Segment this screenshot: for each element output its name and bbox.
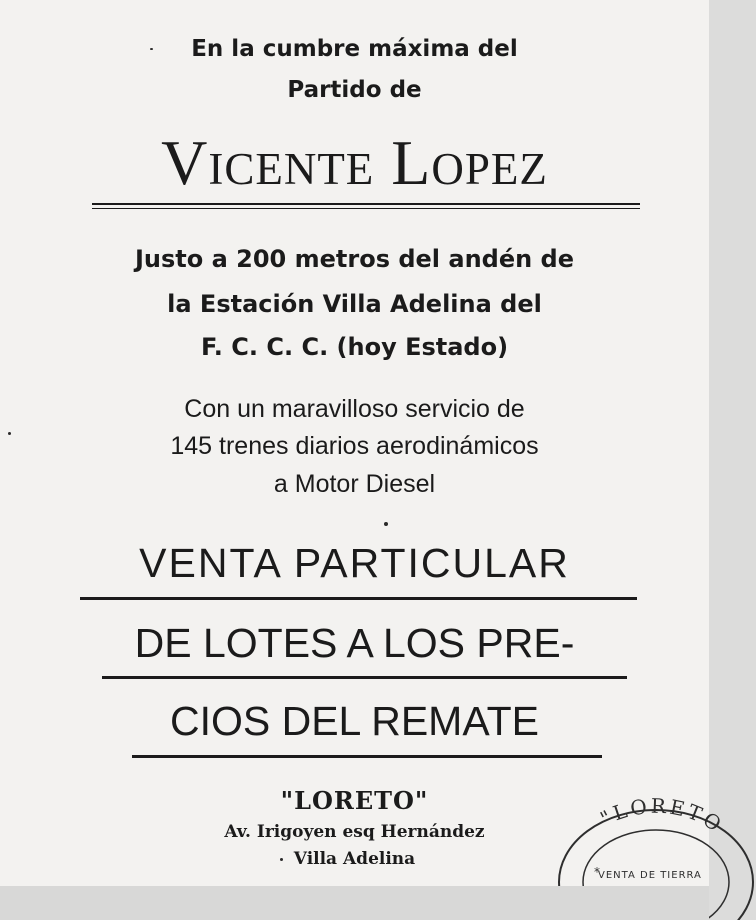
service-line-2: 145 trenes diarios aerodinámicos [170,432,539,460]
paper-speck [280,858,283,861]
sale-line-2: DE LOTES A LOS PRE- [134,620,575,666]
stamp-text-top: "LORETO [596,793,729,838]
location-line-3: F. C. C. C. (hoy Estado) [200,333,509,361]
scan-background [0,886,709,920]
paper-speck [8,432,11,435]
paper-speck [150,48,153,50]
company-name: "LORETO" [280,786,429,815]
sale-rule-3 [132,755,602,758]
svg-text:"LORETO [596,794,728,838]
sale-line-3: CIOS DEL REMATE [169,698,540,744]
location-line-1: Justo a 200 metros del andén de [134,245,575,273]
service-line-1: Con un maravilloso servicio de [184,395,525,423]
sale-line-1: VENTA PARTICULAR [139,540,570,586]
title-rule-thin [92,208,640,209]
company-address: Av. Irigoyen esq Hernández [224,822,485,842]
company-town: Villa Adelina [293,849,416,869]
sale-rule-1 [80,597,637,600]
location-line-2: la Estación Villa Adelina del [167,290,542,318]
paper-speck [384,522,388,526]
intro-line-1: En la cumbre máxima del [191,36,518,62]
title-rule [92,203,640,205]
stamp-text-inner: VENTA DE TIERRA [598,870,702,881]
headline-title: Vicente Lopez [161,127,548,198]
intro-line-2: Partido de [287,77,422,103]
service-line-3: a Motor Diesel [273,470,436,498]
stamp-star-icon: * [594,865,600,879]
sale-rule-2 [102,676,627,679]
